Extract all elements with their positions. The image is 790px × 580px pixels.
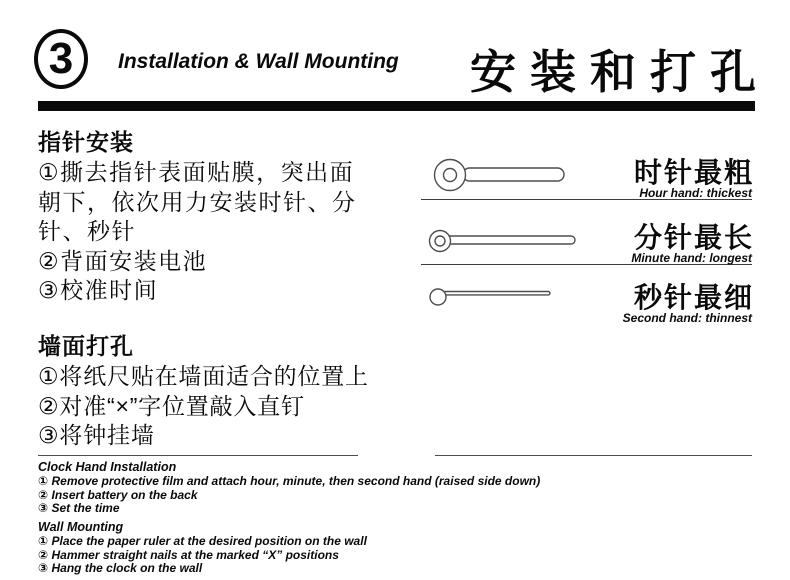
second-hand-icon [429,287,551,307]
wall-mounting-step: ③将钟挂墙 [38,422,155,448]
hour-hand-icon [433,157,565,195]
hand-installation-step: ②背面安装电池 [38,247,208,274]
wall-mounting-heading: 墙面打孔 [38,333,134,359]
english-wall-mounting-step: ③ Hang the clock on the wall [38,561,203,575]
footnote-divider-left [38,455,358,456]
minute-hand-icon [428,229,576,253]
second-hand-label-en: Second hand: thinnest [622,311,752,325]
hand-installation-step: 朝下，依次用力安装时针、分 [38,188,357,215]
minute-hand-label-zh: 分针最长 [633,222,754,253]
section-title-chinese: 安装和打孔 [470,46,770,98]
second-hand-row [421,283,752,326]
hand-installation-heading: 指针安装 [38,129,134,155]
wall-mounting-step: ①将纸尺贴在墙面适合的位置上 [38,363,369,389]
step-number-badge [34,29,88,89]
second-hand-label-zh: 秒针最细 [633,282,754,313]
minute-hand-row [421,222,752,265]
hand-installation-step: ③校准时间 [38,277,159,303]
english-wall-mounting-notes [38,520,758,576]
title-divider-bar [38,101,755,111]
hour-hand-row [421,155,752,200]
hand-installation-section [38,126,438,306]
english-hand-installation-notes [38,460,758,516]
english-wall-mounting-step: ① Place the paper ruler at the desired position on the wall [38,534,367,548]
footnote-divider-right [435,455,752,456]
section-subtitle-english: Installation & Wall Mounting [118,50,399,73]
hand-installation-step: ①撕去指针表面贴膜，突出面 [38,159,355,185]
english-hand-installation-step: ② Insert battery on the back [38,487,198,502]
hand-installation-step: 针、秒针 [38,218,136,244]
english-hand-installation-heading: Clock Hand Installation [38,460,177,474]
english-wall-mounting-step: ② Hammer straight nails at the marked “X” positions [38,547,339,562]
english-hand-installation-step: ① Remove protective film and attach hour, minute, then second hand (raised side down) [38,474,541,488]
hour-hand-label-en: Hour hand: thickest [639,186,752,200]
wall-mounting-step: ②对准“×”字位置敲入直钉 [38,392,305,419]
english-hand-installation-step: ③ Set the time [38,501,120,515]
step-number: 3 [48,34,74,83]
wall-mounting-section [38,330,438,451]
hour-hand-label-zh: 时针最粗 [633,157,754,188]
minute-hand-label-en: Minute hand: longest [631,251,752,265]
english-wall-mounting-heading: Wall Mounting [38,520,124,534]
